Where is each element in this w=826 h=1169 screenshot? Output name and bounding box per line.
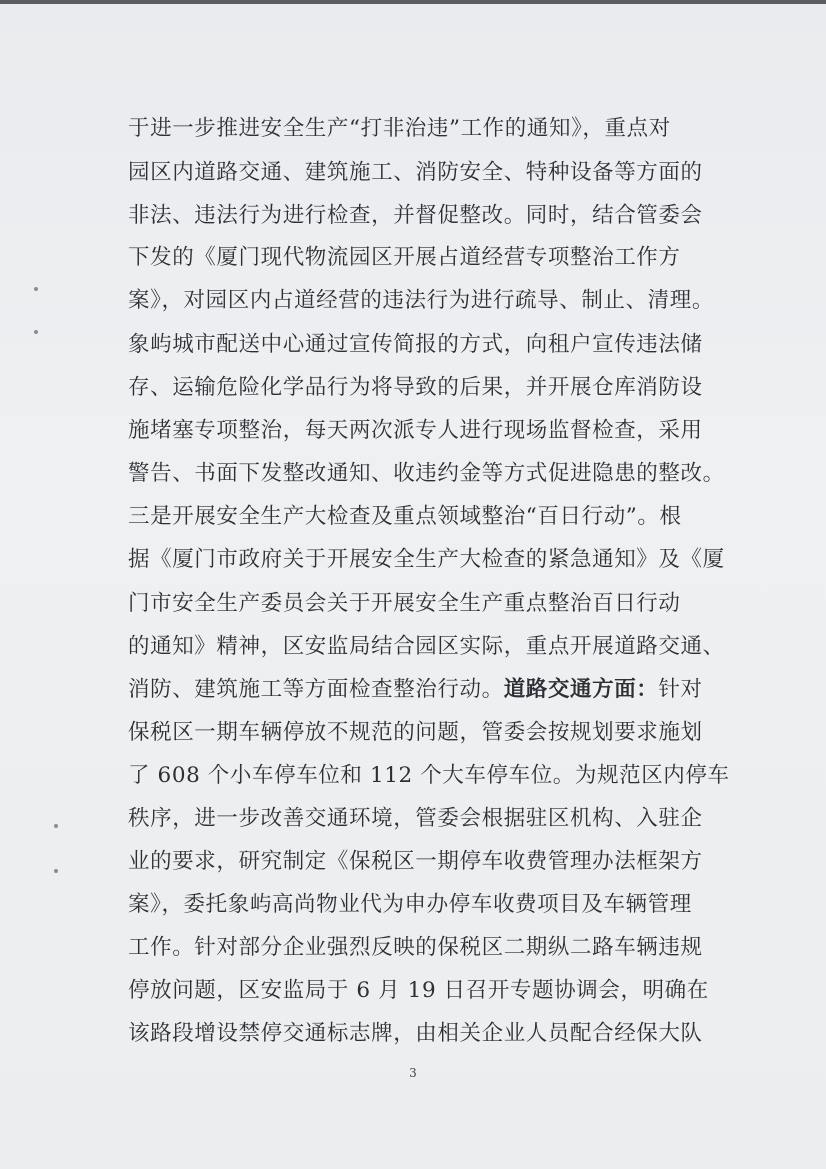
body-text: 消防、建筑施工等方面检查整治行动。: [128, 677, 504, 702]
body-text: 针对: [658, 677, 703, 702]
binding-hole-mark: [34, 330, 38, 334]
scan-top-edge: [0, 0, 826, 4]
body-text-line: 该路段增设禁停交通标志牌，由相关企业人员配合经保大队: [128, 1021, 703, 1046]
body-text-line: 园区内道路交通、建筑施工、消防安全、特种设备等方面的: [128, 160, 703, 185]
body-text-line: 的通知》精神，区安监局结合园区实际，重点开展道路交通、: [128, 634, 725, 659]
body-text-line: 三是开展安全生产大检查及重点领域整治“百日行动”。根: [128, 504, 682, 529]
body-text-line: 警告、书面下发整改通知、收违约金等方式促进隐患的整改。: [128, 461, 725, 486]
body-text-line: 秩序，进一步改善交通环境，管委会根据驻区机构、入驻企: [128, 806, 703, 831]
body-text-line: 下发的《厦门现代物流园区开展占道经营专项整治工作方: [128, 245, 681, 270]
body-text-line: 工作。针对部分企业强烈反映的保税区二期纵二路车辆违规: [128, 935, 703, 960]
body-text-line: 案》，委托象屿高尚物业代为申办停车收费项目及车辆管理: [128, 892, 692, 917]
body-text-line: 据《厦门市政府关于开展安全生产大检查的紧急通知》及《厦: [128, 547, 725, 572]
page-number: 3: [409, 1066, 417, 1080]
body-text-line: 保税区一期车辆停放不规范的问题，管委会按规划要求施划: [128, 720, 703, 745]
body-text-line: 停放问题，区安监局于 6 月 19 日召开专题协调会，明确在: [128, 978, 709, 1003]
body-text-line: 象屿城市配送中心通过宣传简报的方式，向租户宣传违法储: [128, 332, 703, 357]
binding-hole-mark: [54, 869, 58, 873]
binding-hole-mark: [34, 287, 38, 291]
body-text-line: 案》，对园区内占道经营的违法行为进行疏导、制止、清理。: [128, 288, 714, 313]
body-text-line-with-heading: [128, 675, 728, 705]
body-text-line: 于进一步推进安全生产“打非治违”工作的通知》，重点对: [128, 116, 671, 141]
body-text-line: 业的要求，研究制定《保税区一期停车收费管理办法框架方: [128, 849, 703, 874]
binding-hole-mark: [54, 824, 58, 828]
body-text-line: 施堵塞专项整治，每天两次派专人进行现场监督检查，采用: [128, 418, 703, 443]
body-text-line: 了 608 个小车停车位和 112 个大车停车位。为规范区内停车: [128, 763, 730, 788]
body-text-line: 门市安全生产委员会关于开展安全生产重点整治百日行动: [128, 591, 681, 616]
body-text-line: 存、运输危险化学品行为将导致的后果，并开展仓库消防设: [128, 375, 703, 400]
body-text-line: 非法、违法行为进行检查，并督促整改。同时，结合管委会: [128, 203, 703, 228]
inline-section-heading: 道路交通方面：: [503, 677, 659, 702]
